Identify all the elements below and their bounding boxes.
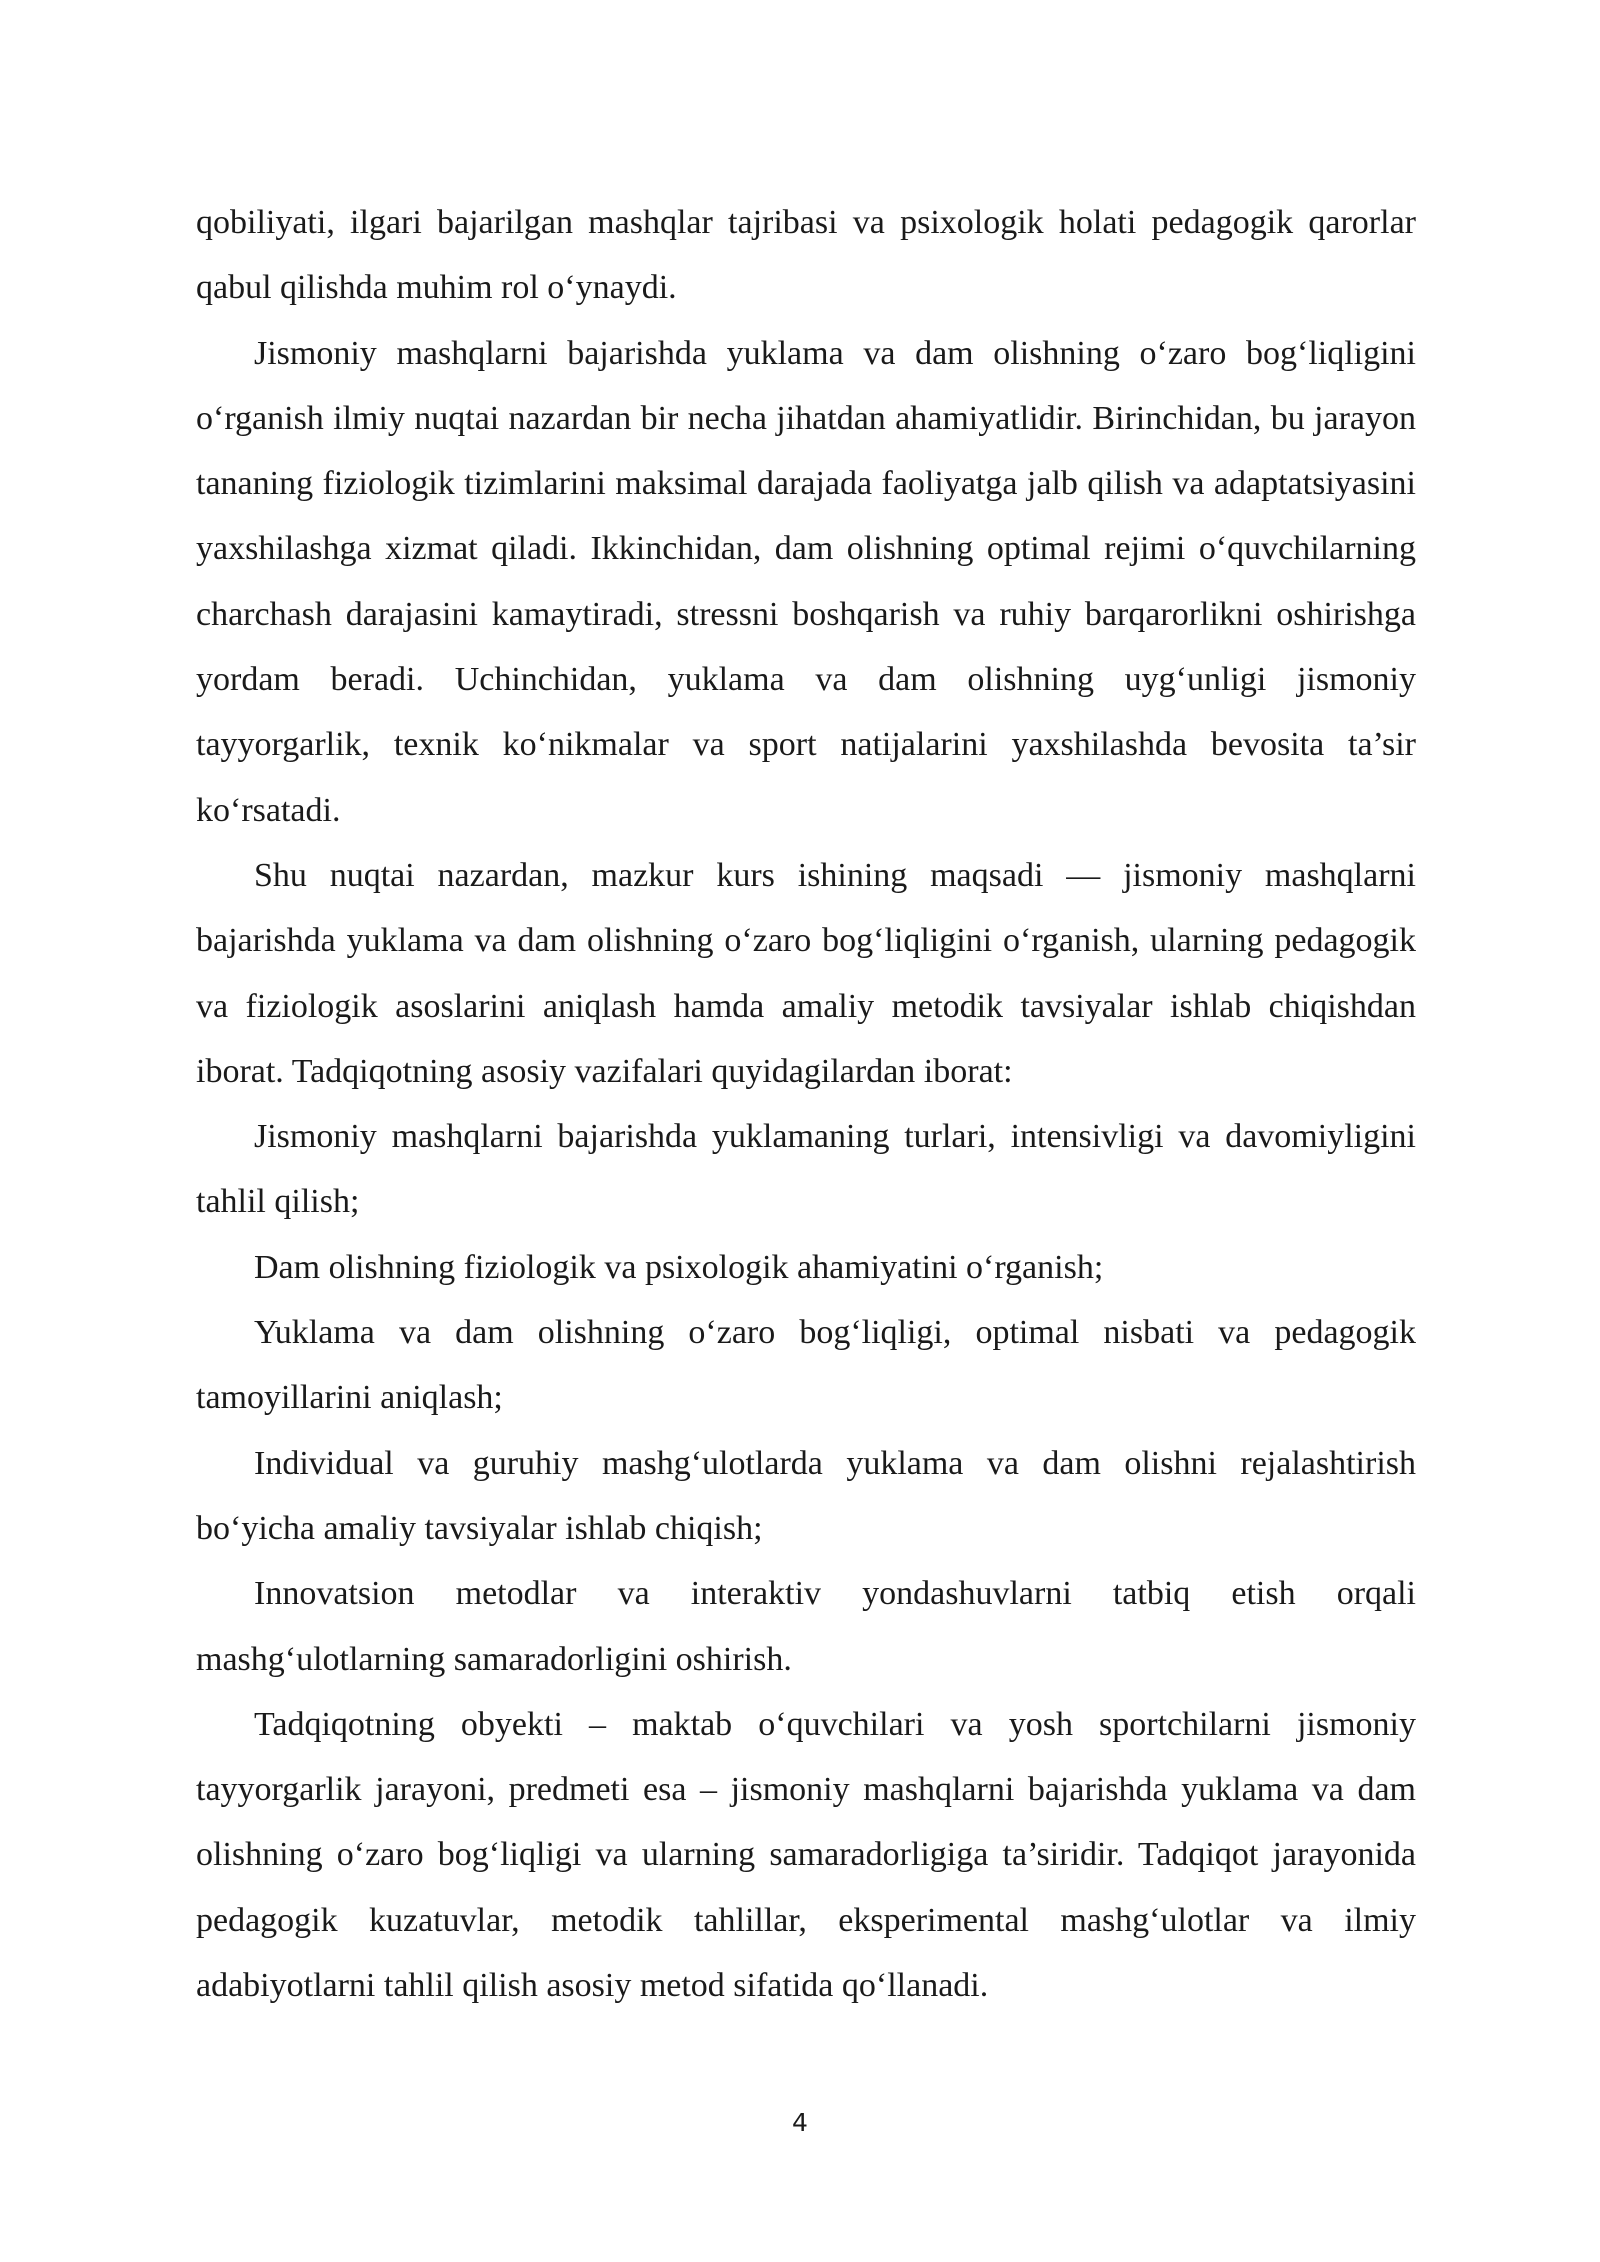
paragraph-goal: Shu nuqtai nazardan, mazkur kurs ishining maqsadi — jismoniy mashqlarni bajarishda yuklama va dam olishning o‘zaro bog‘liqligini o‘rganish, ularning pedagogik va fiziologik asoslarini aniqlash hamda amaliy metodik tavsiyalar ishlab chiqishdan iborat. Tadqiqotning asosiy vazifalari quyidagilardan iborat: xyxy=(196,856,1416,1090)
task-item: Innovatsion metodlar va interaktiv yondashuvlarni tatbiq etish orqali mashg‘ulotlarning samaradorligini oshirish. xyxy=(196,1575,1416,1678)
page-number: 4 xyxy=(792,2108,808,2137)
task-item: Individual va guruhiy mashg‘ulotlarda yuklama va dam olishni rejalashtirish bo‘yicha amaliy tavsiyalar ishlab chiqish; xyxy=(196,1444,1416,1547)
task-item: Jismoniy mashqlarni bajarishda yuklamaning turlari, intensivligi va davomiyligini tahlil qilish; xyxy=(196,1118,1416,1221)
body-text xyxy=(196,190,1416,2018)
paragraph-continuation: qobiliyati, ilgari bajarilgan mashqlar tajribasi va psixologik holati pedagogik qarorlar qabul qilishda muhim rol o‘ynaydi. xyxy=(196,204,1416,307)
task-item: Yuklama va dam olishning o‘zaro bog‘liqligi, optimal nisbati va pedagogik tamoyillarini aniqlash; xyxy=(196,1314,1416,1417)
paragraph-relevance: Jismoniy mashqlarni bajarishda yuklama va dam olishning o‘zaro bog‘liqligini o‘rganish ilmiy nuqtai nazardan bir necha jihatdan ahamiyatlidir. Birinchidan, bu jarayon tananing fiziologik tizimlarini maksimal darajada faoliyatga jalb qilish va adaptatsiyasini yaxshilashga xizmat qiladi. Ikkinchidan, dam olishning optimal rejimi o‘quvchilarning charchash darajasini kamaytiradi, stressni boshqarish va ruhiy barqarorlikni oshirishga yordam beradi. Uchinchidan, yuklama va dam olishning uyg‘unligi jismoniy tayyorgarlik, texnik ko‘nikmalar va sport natijalarini yaxshilashda bevosita ta’sir ko‘rsatadi. xyxy=(196,334,1416,829)
paragraph-object-subject: Tadqiqotning obyekti – maktab o‘quvchilari va yosh sportchilarni jismoniy tayyorgarlik jarayoni, predmeti esa – jismoniy mashqlarni bajarishda yuklama va dam olishning o‘zaro bog‘liqligi va ularning samaradorligiga ta’siridir. Tadqiqot jarayonida pedagogik kuzatuvlar, metodik tahlillar, eksperimental mashg‘ulotlar va ilmiy adabiyotlarni tahlil qilish asosiy metod sifatida qo‘llanadi. xyxy=(196,1705,1416,2005)
task-item: Dam olishning fiziologik va psixologik ahamiyatini o‘rganish; xyxy=(254,1248,1104,1286)
